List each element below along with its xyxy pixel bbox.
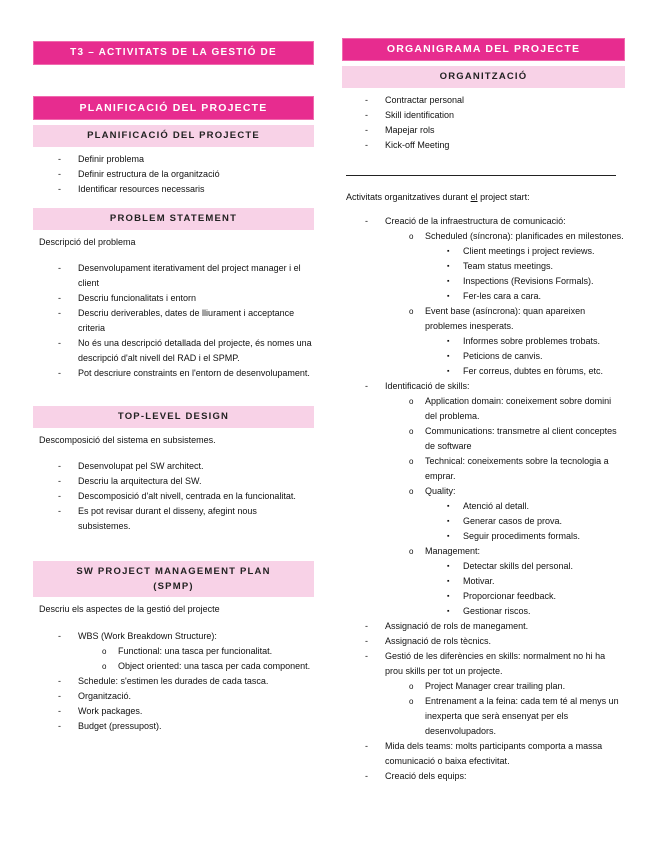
list-item: o Project Manager crear trailing plan. — [409, 681, 566, 691]
list-item: - Definir problema — [58, 154, 145, 164]
list-item: - WBS (Work Breakdown Structure): o Functional: una tasca per funcionalitat. o Object oriented: una tasca per cada component. — [78, 629, 318, 674]
list-item: ▪ Client meetings i project reviews. — [447, 246, 595, 256]
list-item: - Mapejar rols — [365, 125, 435, 135]
list-item: ▪ Peticions de canvis. — [447, 351, 543, 361]
list-item: - Schedule: s'estimen les durades de cada tasca. — [58, 676, 269, 686]
list-item: o Quality: ▪ Atenció al detall. ▪ Generar casos de prova. ▪ Seguir procediments formals. — [425, 484, 625, 544]
list-item: o Entrenament a la feina: cada tem té al menys un inexperta que serà ensenyat per els desenvolupadors. — [409, 696, 619, 736]
list-item: - Budget (pressupost). — [58, 721, 162, 731]
list-item: ▪ Proporcionar feedback. — [447, 591, 557, 601]
list-item: ▪ Atenció al detall. — [447, 501, 530, 511]
design-list — [58, 459, 310, 534]
divider — [346, 175, 616, 176]
list-item: - Pot descriure constraints en l'entorn de desenvolupament. — [58, 368, 310, 378]
list-item: - Desenvolupat pel SW architect. — [58, 461, 204, 471]
list-item: - Gestió de les diferències en skills: normalment no hi ha prou skills per tot un projecte. o Project Manager crear trailing plan. o Entrenament a la feina: cada tem té al menys un inexperta que serà ensenyat per els desenvolupadors. — [385, 649, 625, 739]
list-item: ▪ Inspections (Revisions Formals). — [447, 276, 594, 286]
list-item: - Identificar resources necessaris — [58, 184, 205, 194]
list-item: - Organització. — [58, 691, 132, 701]
list-item: - Descomposició d'alt nivell, centrada en la funcionalitat. — [58, 491, 296, 501]
list-item: ▪ Team status meetings. — [447, 261, 554, 271]
list-item: o Object oriented: una tasca per cada component. — [102, 661, 311, 671]
list-item: ▪ Fer correus, dubtes en fòrums, etc. — [447, 366, 604, 376]
list-item: - Es pot revisar durant el disseny, afegint nous subsistemes. — [58, 506, 257, 531]
activities-intro: Activitats organitzatives durant el project start: — [346, 192, 530, 202]
list-item: - Identificació de skills: o Application domain: coneixement sobre domini del problema. o Communications: transmetre al client conceptes de software o Technical: coneixements sobre la tecnologia a emprar. o Quality: ▪ Atenció al detall. ▪ Generar casos de prova. ▪ Seguir procediments formals. o Management: ▪ Detectar skills del personal. ▪ Motivar. ▪ Proporcionar feedback. ▪ Gestionar riscos. — [385, 379, 625, 619]
list-item: o Communications: transmetre al client conceptes de software — [409, 426, 617, 451]
list-item: ▪ Seguir procediments formals. — [447, 531, 581, 541]
list-item: ▪ Fer-les cara a cara. — [447, 291, 542, 301]
heading-organitzacio: ORGANITZACIÓ — [342, 66, 625, 88]
list-item: - Descriu deriverables, dates de lliurament i acceptance criteria — [58, 308, 295, 333]
activities-list — [365, 214, 625, 784]
problem-list — [58, 261, 316, 381]
list-item: - Descriu la arquitectura del SW. — [58, 476, 202, 486]
list-item: - Desenvolupament iterativament del project manager i el client — [58, 263, 301, 288]
spmp-heading-line2: (SPMP) — [153, 581, 194, 592]
list-item: o Technical: coneixements sobre la tecnologia a emprar. — [409, 456, 609, 481]
spmp-intro: Descriu els aspectes de la gestió del projecte — [39, 604, 220, 614]
list-item: - Contractar personal — [365, 95, 465, 105]
heading-planificacio: PLANIFICACIÓ DEL PROJECTE — [33, 125, 314, 147]
list-item: - Kick-off Meeting — [365, 140, 450, 150]
document-title: T3 – ACTIVITATS DE LA GESTIÓ DE PROJECTES — [33, 41, 314, 65]
list-item: o Functional: una tasca per funcionalitat. — [102, 646, 273, 656]
spmp-heading-line1: SW PROJECT MANAGEMENT PLAN — [76, 566, 271, 577]
list-item: - Work packages. — [58, 706, 143, 716]
list-item: - Mida dels teams: molts participants comporta a massa comunicació o baixa efectivitat. — [365, 741, 603, 766]
heading-spmp — [33, 561, 314, 597]
list-item: ▪ Motivar. — [447, 576, 495, 586]
section-title-organigrama: ORGANIGRAMA DEL PROJECTE — [342, 38, 625, 61]
list-item: o Event base (asíncrona): quan apareixen problemes inesperats. ▪ Informes sobre problemes trobats. ▪ Peticions de canvis. ▪ Fer correus, dubtes en fòrums, etc. — [425, 304, 625, 379]
section-title-planificacio: PLANIFICACIÓ DEL PROJECTE — [33, 96, 314, 120]
list-item: ▪ Detectar skills del personal. — [447, 561, 574, 571]
design-intro: Descomposició del sistema en subsistemes. — [39, 435, 216, 445]
list-item: o Application domain: coneixement sobre domini del problema. — [409, 396, 612, 421]
list-item: - Assignació de rols de manegament. — [365, 621, 529, 631]
heading-top-level-design: TOP-LEVEL DESIGN — [33, 406, 314, 428]
list-item: o Management: ▪ Detectar skills del personal. ▪ Motivar. ▪ Proporcionar feedback. ▪ Gestionar riscos. — [425, 544, 625, 619]
list-item: - Assignació de rols tècnics. — [365, 636, 492, 646]
list-item: o Scheduled (síncrona): planificades en milestones. ▪ Client meetings i project reviews. ▪ Team status meetings. ▪ Inspections (Revisions Formals). ▪ Fer-les cara a cara. — [425, 229, 625, 304]
list-item: - Skill identification — [365, 110, 455, 120]
list-item: - Creació de la infraestructura de comunicació: o Scheduled (síncrona): planificades en milestones. ▪ Client meetings i project reviews. ▪ Team status meetings. ▪ Inspections (Revisions Formals). ▪ Fer-les cara a cara. o Event base (asíncrona): quan apareixen problemes inesperats. ▪ Informes sobre problemes trobats. ▪ Peticions de canvis. ▪ Fer correus, dubtes en fòrums, etc. — [385, 214, 625, 379]
list-item: - No és una descripció detallada del projecte, és nomes una descripció d'alt nivell del RAD i el SPMP. — [58, 338, 312, 363]
list-item: - Descriu funcionalitats i entorn — [58, 293, 197, 303]
list-item: ▪ Generar casos de prova. — [447, 516, 563, 526]
list-item: - Creació dels equips: — [365, 771, 467, 781]
list-item: ▪ Gestionar riscos. — [447, 606, 531, 616]
organitzacio-list — [365, 93, 625, 153]
planning-list — [58, 152, 314, 197]
spmp-list — [58, 629, 318, 734]
problem-intro: Descripció del problema — [39, 237, 136, 247]
list-item: ▪ Informes sobre problemes trobats. — [447, 336, 601, 346]
list-item: - Definir estructura de la organització — [58, 169, 220, 179]
heading-problem-statement: PROBLEM STATEMENT — [33, 208, 314, 230]
